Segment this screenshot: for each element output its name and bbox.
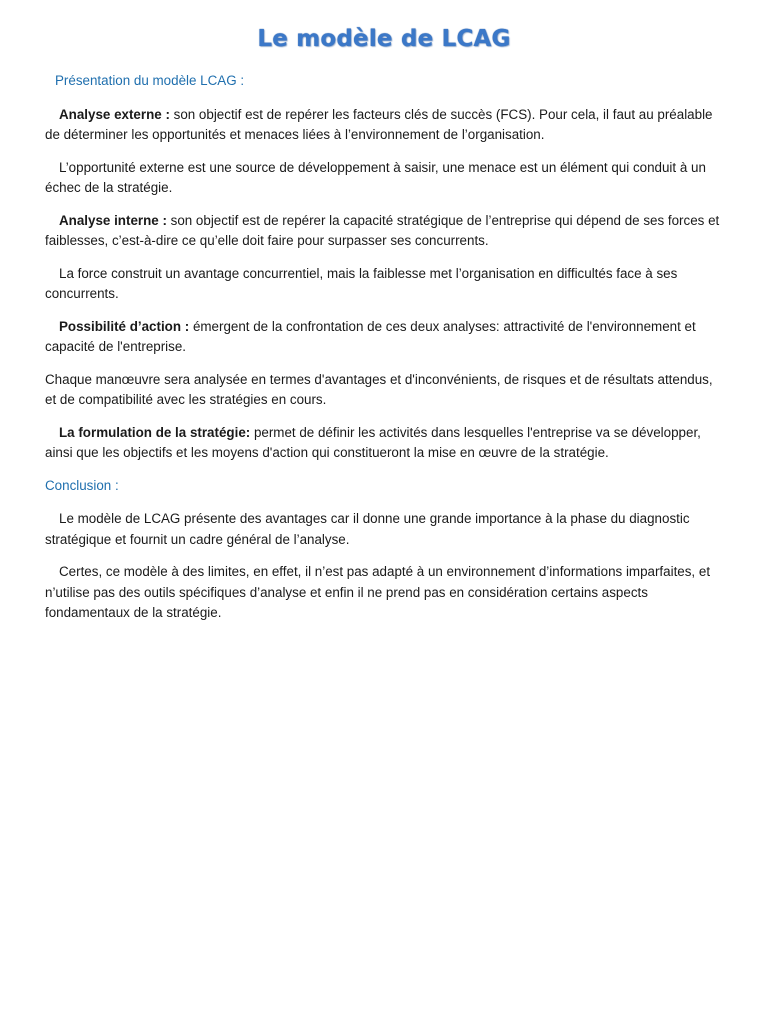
possibilite-paragraph xyxy=(45,317,725,358)
formulation-paragraph xyxy=(45,423,725,464)
formulation-label: La formulation de la stratégie: xyxy=(59,424,251,440)
page-title: Le modèle de LCAG xyxy=(257,26,511,52)
possibilite-text: émergent de la confrontation de ces deux analyses: attractivité de l'environnement et capacité de l'entreprise. xyxy=(45,318,696,354)
conclusion-heading: Conclusion : xyxy=(45,477,119,493)
conclusion-paragraph-2: Certes, ce modèle à des limites, en effet, il n’est pas adapté à un environnement d’informations imparfaites, et n’utilise pas des outils spécifiques d’analyse et enfin il ne prend pas en considération certains aspects fondamentaux de la stratégie. xyxy=(45,564,711,620)
formulation-text: permet de définir les activités dans lesquelles l'entreprise va se développer, ainsi que les objectifs et les moyens d'action qui constitueront la mise en œuvre de la stratégie. xyxy=(45,424,701,460)
analyse-externe-paragraph xyxy=(45,105,725,146)
conclusion-paragraph-1: Le modèle de LCAG présente des avantages car il donne une grande importance à la phase du diagnostic stratégique et fournit un cadre général de l’analyse. xyxy=(45,511,690,547)
analyse-interne-paragraph xyxy=(45,211,725,252)
analyse-interne-label: Analyse interne : xyxy=(59,212,167,228)
analyse-externe-text: son objectif est de repérer les facteurs clés de succès (FCS). Pour cela, il faut au préalable de déterminer les opportunités et menaces liées à l’environnement de l’organisation. xyxy=(45,106,713,142)
analyse-interne-text: son objectif est de repérer la capacité stratégique de l’entreprise qui dépend de ses forces et faiblesses, c’est-à-dire ce qu’elle doit faire pour surpasser ses concurrents. xyxy=(45,212,720,248)
presentation-heading: Présentation du modèle LCAG : xyxy=(55,73,245,88)
force-paragraph: La force construit un avantage concurrentiel, mais la faiblesse met l’organisation en difficultés face à ses concurrents. xyxy=(45,265,678,301)
analyse-externe-label: Analyse externe : xyxy=(59,106,170,122)
document-body xyxy=(45,71,725,636)
possibilite-label: Possibilité d’action : xyxy=(59,318,190,334)
opportunite-paragraph: L’opportunité externe est une source de développement à saisir, une menace est un élément qui conduit à un échec de la stratégie. xyxy=(45,159,706,195)
manoeuvre-paragraph: Chaque manœuvre sera analysée en termes d'avantages et d'inconvénients, de risques et de résultats attendus, et de compatibilité avec les stratégies en cours. xyxy=(45,371,713,407)
